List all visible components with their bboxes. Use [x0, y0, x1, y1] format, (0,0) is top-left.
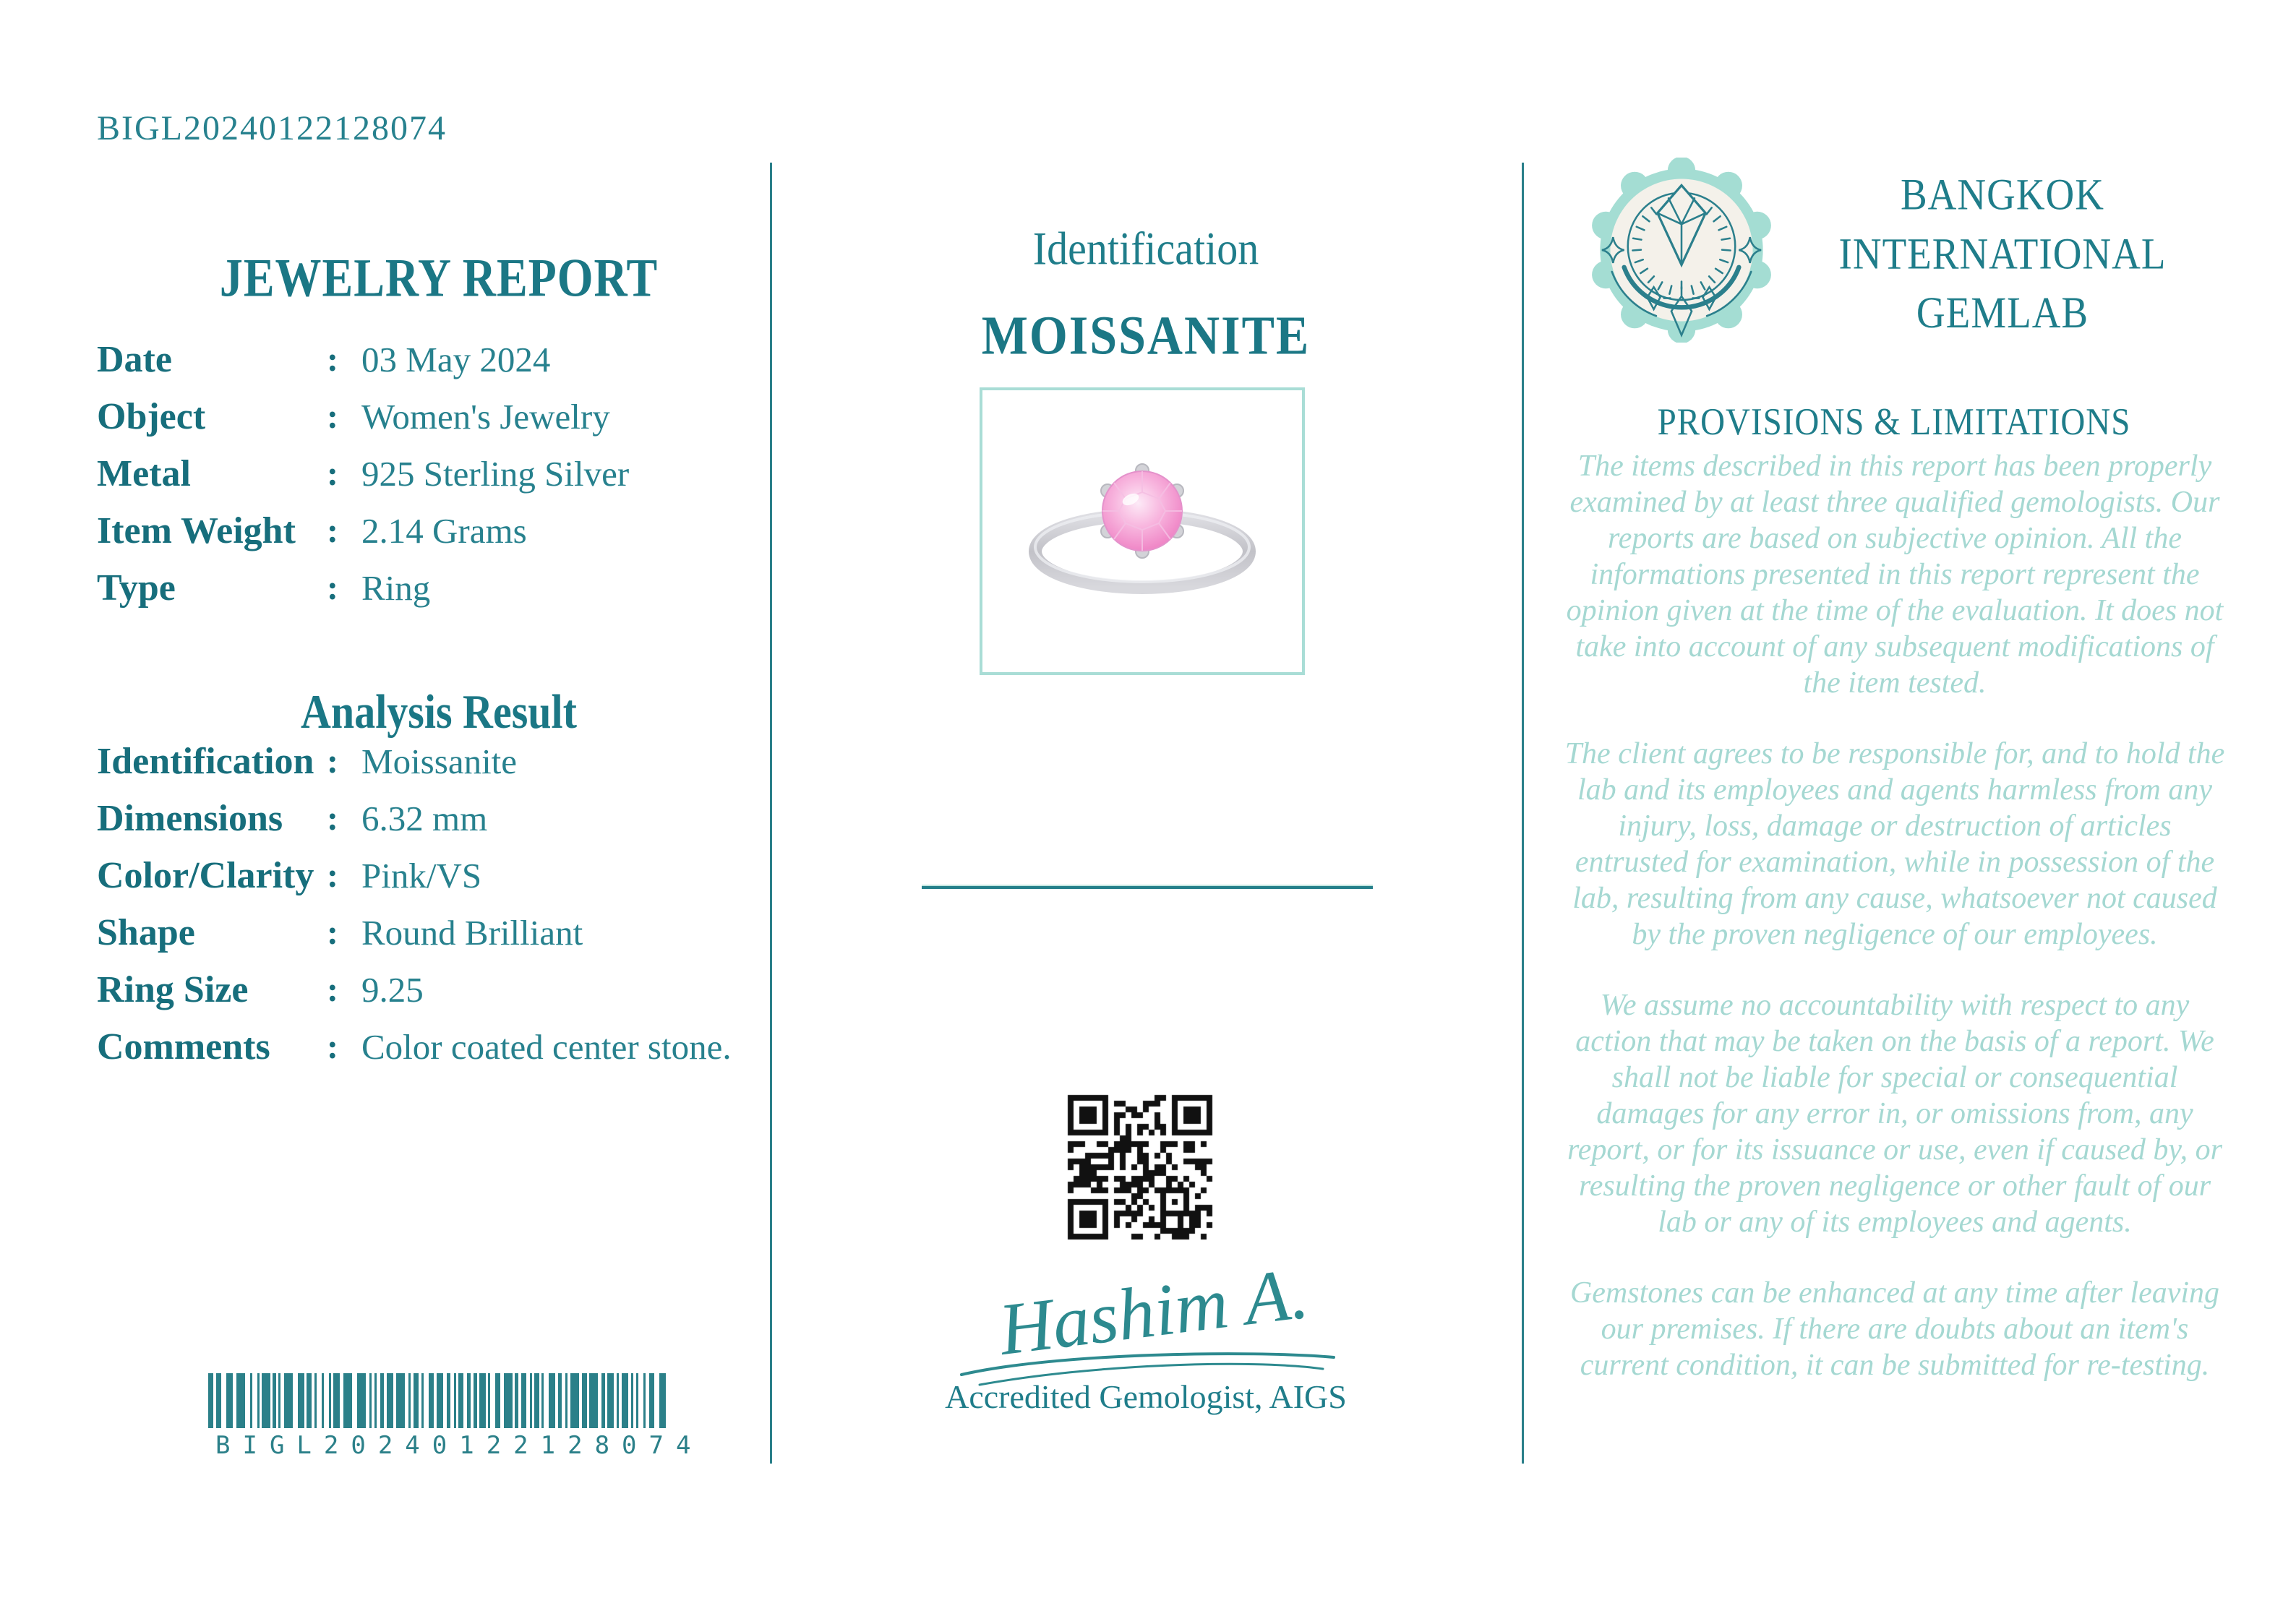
- field-colon: :: [327, 569, 338, 607]
- barcode: [208, 1373, 703, 1460]
- provisions-paragraph-3: We assume no accountability with respect to any action that may be taken on the basis of a report. We shall not be liable for special or consequential damages for any error in, or omissions from, any report, or for its issuance or use, even if caused by, or resulting the proven negligence or other fault of our lab or any of its employees and agents.: [1567, 989, 2222, 1239]
- gemologist-title: Accredited Gemologist, AIGS: [945, 1378, 1347, 1415]
- qr-code: [1064, 1091, 1216, 1243]
- field-label: Identification: [97, 741, 314, 782]
- identification-result: MOISSANITE: [981, 304, 1311, 366]
- provisions-paragraph-4: Gemstones can be enhanced at any time after leaving our premises. If there are doubts about an item's current condition, it can be submitted for re-testing.: [1569, 1276, 2220, 1382]
- analysis-fields: [97, 733, 781, 1075]
- field-row-type: [97, 559, 781, 616]
- field-colon: :: [327, 856, 338, 895]
- field-value: Ring: [361, 568, 431, 608]
- field-row-shape: [97, 904, 781, 961]
- provisions-heading: PROVISIONS & LIMITATIONS: [1657, 401, 2131, 444]
- signature-name: Hashim A.: [995, 1252, 1313, 1371]
- field-colon: :: [327, 971, 338, 1009]
- barcode-bars: [208, 1373, 671, 1428]
- field-label: Item Weight: [97, 510, 296, 551]
- field-label: Dimensions: [97, 798, 283, 839]
- field-row-identification: [97, 733, 781, 790]
- field-label: Type: [97, 567, 176, 609]
- field-row-ring-size: [97, 961, 781, 1018]
- jewelry-photo-frame: [980, 387, 1305, 675]
- field-colon: :: [327, 799, 338, 838]
- field-value: 2.14 Grams: [361, 511, 527, 551]
- field-value: 925 Sterling Silver: [361, 454, 630, 494]
- signature-divider: [922, 885, 1373, 889]
- field-label: Date: [97, 339, 172, 380]
- analysis-result-title: Analysis Result: [301, 684, 577, 739]
- provisions-paragraph-2: The client agrees to be responsible for, and to hold the lab and its employees and agents harmless from any injury, loss, damage or destruction of articles entrusted for examination, while in possession of the lab, resulting from any cause, whatsoever not caused by the proven negligence of our employees.: [1564, 737, 2225, 951]
- provisions-paragraphs: [1559, 448, 2231, 1418]
- field-label: Color/Clarity: [97, 855, 314, 896]
- identification-heading: Identification: [1032, 222, 1259, 275]
- lab-name-line3: GEMLAB: [1916, 288, 2089, 338]
- field-colon: :: [327, 1028, 338, 1066]
- field-row-comments: [97, 1018, 781, 1075]
- field-colon: :: [327, 512, 338, 550]
- field-value: Color coated center stone.: [361, 1027, 732, 1067]
- field-label: Comments: [97, 1026, 270, 1067]
- report-number: BIGL20240122128074: [97, 109, 447, 147]
- field-value: 6.32 mm: [361, 799, 488, 838]
- field-row-object: [97, 388, 781, 445]
- field-value: Pink/VS: [361, 856, 482, 895]
- ring-photo: [983, 394, 1301, 669]
- field-row-dimensions: [97, 790, 781, 847]
- column-divider-right: [1522, 163, 1524, 1464]
- barcode-text: BIGL20240122128074: [215, 1431, 703, 1460]
- lab-name-line1: BANGKOK: [1901, 169, 2104, 220]
- field-row-metal: [97, 445, 781, 502]
- field-label: Shape: [97, 912, 195, 953]
- field-label: Object: [97, 396, 206, 437]
- lab-name-line2: INTERNATIONAL: [1838, 228, 2167, 278]
- lab-name: [1778, 165, 2227, 342]
- gemlab-logo: [1589, 158, 1774, 343]
- provisions-paragraph-1: The items described in this report has been properly examined by at least three qualified gemologists. Our reports are based on subjective opinion. All the informations presented in this report represent the opinion given at the time of the evaluation. It does not take into account of any subsequent modifications of the item tested.: [1566, 450, 2224, 700]
- field-colon: :: [327, 914, 338, 952]
- field-value: 03 May 2024: [361, 340, 551, 379]
- field-row-color-clarity: [97, 847, 781, 904]
- field-value: 9.25: [361, 970, 424, 1010]
- report-fields: [97, 331, 781, 616]
- report-title: JEWELRY REPORT: [219, 247, 659, 308]
- field-colon: :: [327, 455, 338, 493]
- field-value: Moissanite: [361, 742, 518, 781]
- field-value: Women's Jewelry: [361, 397, 610, 437]
- field-value: Round Brilliant: [361, 913, 583, 953]
- field-row-item-weight: [97, 502, 781, 559]
- field-colon: :: [327, 398, 338, 436]
- field-colon: :: [327, 340, 338, 379]
- field-label: Ring Size: [97, 969, 249, 1010]
- field-colon: :: [327, 742, 338, 781]
- field-row-date: [97, 331, 781, 388]
- field-label: Metal: [97, 453, 191, 494]
